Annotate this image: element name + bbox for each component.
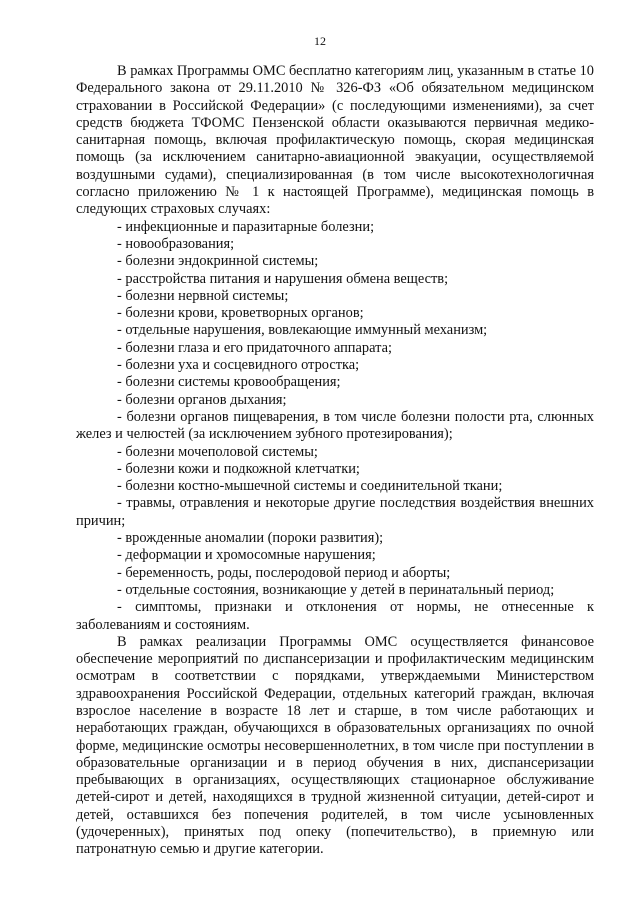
list-item: - беременность, роды, послеродовой период и аборты; <box>117 564 451 581</box>
list-item: - болезни системы кровообращения; <box>117 374 341 391</box>
list-item: - болезни крови, кроветворных органов; <box>117 305 364 322</box>
page-number: 12 <box>314 34 326 48</box>
list-item: - болезни уха и сосцевидного отростка; <box>117 357 360 374</box>
list-item: - новообразования; <box>117 235 235 252</box>
list-item: - отдельные нарушения, вовлекающие иммунный механизм; <box>117 322 488 339</box>
list-item: - болезни эндокринной системы; <box>117 253 319 270</box>
paragraph-oms-scope: В рамках Программы ОМС бесплатно категориям лиц, указанным в статье 10 Федерального закона от 29.11.2010 № 326-ФЗ «Об обязательном медицинском страховании в Российской Федерации» (с последующими изменениями), за счет средств бюджета ТФОМС Пензенской области оказываются первичная медико-санитарная помощь, включая профилактическую помощь, скорая медицинская помощь (за исключением санитарно-авиационной эвакуации, осуществляемой воздушными судами), специализированная (в том числе высокотехнологичная согласно приложению № 1 к настоящей Программе), медицинская помощь в следующих страховых случаях: <box>76 63 594 218</box>
body-text <box>76 63 594 859</box>
list-item: - болезни органов пищеварения, в том числе болезни полости рта, слюнных желез и челюстей (за исключением зубного протезирования); <box>76 408 594 443</box>
list-item: - инфекционные и паразитарные болезни; <box>117 218 375 235</box>
insurance-cases-list <box>76 219 594 634</box>
list-item: - болезни органов дыхания; <box>117 391 287 408</box>
list-item: - отдельные состояния, возникающие у детей в перинатальный период; <box>117 581 555 598</box>
list-item: - врожденные аномалии (пороки развития); <box>117 530 384 547</box>
list-item: - симптомы, признаки и отклонения от нормы, не отнесенные к заболеваниям и состояниям. <box>76 599 594 633</box>
list-item: - болезни мочеполовой системы; <box>117 443 318 460</box>
list-item: - болезни костно-мышечной системы и соединительной ткани; <box>117 478 503 495</box>
list-item: - травмы, отравления и некоторые другие последствия воздействия внешних причин; <box>76 495 594 529</box>
list-item: - деформации и хромосомные нарушения; <box>117 547 376 564</box>
paragraph-dispensary-financing: В рамках реализации Программы ОМС осуществляется финансовое обеспечение мероприятий по диспансеризации и профилактическим медицинским осмотрам в соответствии с порядками, утверждаемыми Министерством здравоохранения Российской Федерации, отдельных категорий граждан, включая взрослое население в возрасте 18 лет и старше, в том числе работающих и неработающих граждан, обучающихся в образовательных организациях по очной форме, медицинские осмотры несовершеннолетних, в том числе при поступлении в образовательные организации и в период обучения в них, диспансеризации пребывающих в организациях, осуществляющих стационарное обслуживание детей-сирот и детей, находящихся в трудной жизненной ситуации, детей-сирот и детей, оставшихся без попечения родителей, в том числе усыновленных (удочеренных), принятых под опеку (попечительство), в приемную или патронатную семью и другие категории. <box>76 633 594 858</box>
list-item: - болезни нервной системы; <box>117 287 289 304</box>
list-item: - расстройства питания и нарушения обмена веществ; <box>117 270 449 287</box>
list-item: - болезни кожи и подкожной клетчатки; <box>117 460 360 477</box>
list-item: - болезни глаза и его придаточного аппарата; <box>117 339 392 356</box>
